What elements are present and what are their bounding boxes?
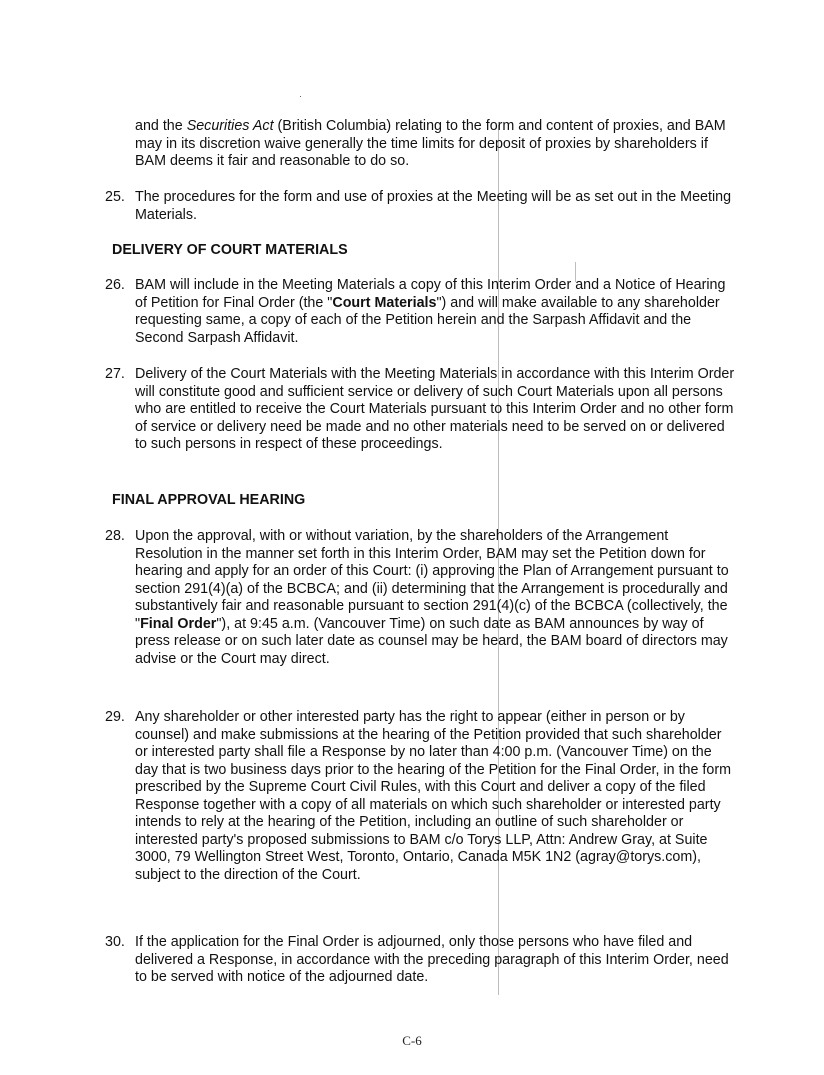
paragraph-number: 29. xyxy=(105,709,125,725)
heading-final-approval-hearing: FINAL APPROVAL HEARING xyxy=(112,492,306,508)
paragraph-text: Delivery of the Court Materials with the Meeting Materials in accordance with this Interim Order will constitute good and sufficient service or delivery of such Court Materials upon all persons who are entitled to receive the Court Materials pursuant to this Interim Order and no other form of service or delivery need be made and no other materials need to be served on or delivered to such persons in respect of these proceedings. xyxy=(135,366,735,452)
defined-term-final-order: Final Order xyxy=(140,615,217,632)
paragraph-text: If the application for the Final Order is adjourned, only those persons who have filed and delivered a Response, in accordance with the preceding paragraph of this Interim Order, need to be served with notice of the adjourned date. xyxy=(135,934,729,985)
text-segment: "), at 9:45 a.m. (Vancouver Time) on such date as BAM announces by way of press release or on such later date as counsel may be heard, the BAM board of directors may advise or the Court may direct. xyxy=(135,615,728,667)
paragraph-30 xyxy=(105,934,735,987)
paragraph-29 xyxy=(105,709,735,884)
paragraph-number: 25. xyxy=(105,189,125,205)
paragraph-27 xyxy=(105,366,735,454)
paragraph-number: 26. xyxy=(105,277,125,293)
paragraph-text: The procedures for the form and use of proxies at the Meeting will be as set out in the Meeting Materials. xyxy=(135,189,732,223)
text-segment: ") and will make available to any shareholder requesting same, a copy of each of the Petition herein and the Sarpash Affidavit and the Second Sarpash Affidavit. xyxy=(135,294,720,346)
paragraph-number: 30. xyxy=(105,934,125,950)
paragraph-28 xyxy=(105,528,735,668)
heading-delivery-of-court-materials: DELIVERY OF COURT MATERIALS xyxy=(112,242,348,258)
intro-text-end: (British Columbia) relating to the form and content of proxies, and BAM may in its discretion waive generally the time limits for deposit of proxies by shareholders if BAM deems it fair and reasonable to do so. xyxy=(135,118,726,169)
text-segment: BAM will include in the Meeting Materials a copy of this Interim Order and a Notice of Hearing of Petition for Final Order (the " xyxy=(135,277,726,311)
text-segment: Upon the approval, with or without variation, by the shareholders of the Arrangement Resolution in the manner set forth in this Interim Order, BAM may set the Petition down for hearing and apply for an order of this Court: (i) approving the Plan of Arrangement pursuant to section 291(4)(a) of the BCBCA; and (ii) determining that the Arrangement is procedurally and substantively fair and reasonable pursuant to section 291(4)(c) of the BCBCA (collectively, the " xyxy=(135,528,729,632)
scan-speck xyxy=(300,96,301,97)
paragraph-25 xyxy=(105,189,735,224)
paragraph-text xyxy=(135,528,735,668)
paragraph-number: 27. xyxy=(105,366,125,382)
intro-italic-act: Securities Act xyxy=(186,118,274,134)
paragraph-26 xyxy=(105,277,735,347)
paragraph-text: Any shareholder or other interested party has the right to appear (either in person or by counsel) and make submissions at the hearing of the Petition provided that such shareholder or interested party shall file a Response by no later than 4:00 p.m. (Vancouver Time) on the day that is two business days prior to the hearing of the Petition for the Final Order, in the form prescribed by the Supreme Court Civil Rules, with this Court and deliver a copy of the filed Response together with a copy of all materials on which such shareholder or interested party intends to rely at the hearing of the Petition, including an outline of such shareholder or interested party's proposed submissions to BAM c/o Torys LLP, Attn: Andrew Gray, at Suite 3000, 79 Wellington Street West, Toronto, Ontario, Canada M5K 1N2 (agray@torys.com), subject to the direction of the Court. xyxy=(135,709,732,883)
intro-text-start: and the xyxy=(135,118,187,134)
page-number: C-6 xyxy=(402,1033,422,1048)
paragraph-number: 28. xyxy=(105,528,125,544)
defined-term-court-materials: Court Materials xyxy=(332,294,437,311)
paragraph-text xyxy=(135,277,735,347)
intro-paragraph xyxy=(135,118,735,171)
